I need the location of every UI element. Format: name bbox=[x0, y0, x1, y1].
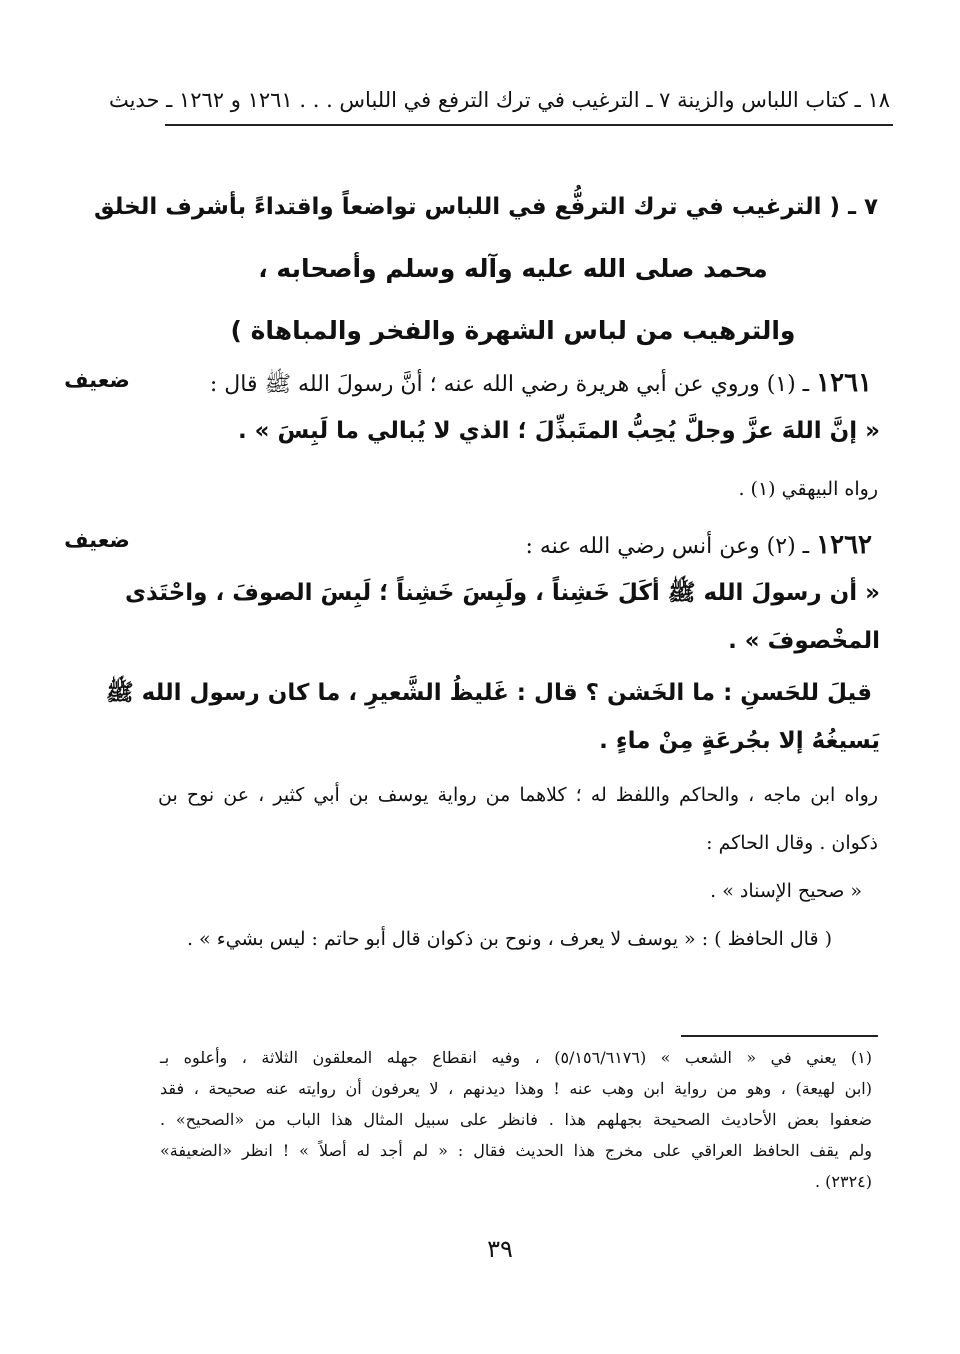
footnote-rule bbox=[681, 1035, 878, 1037]
hadith-1262-grade: ضعيف bbox=[64, 528, 130, 552]
footnote-line-1: (١) يعني في « الشعب » (٥/١٥٦/٦١٧٦) ، وفيه انقطاع جهله المعلقون الثلاثة ، وأعلوه بـ bbox=[160, 1048, 873, 1067]
chapter-title-line-3: والترهيب من لباس الشهرة والفخر والمباهاة ) bbox=[230, 316, 796, 345]
chapter-title bbox=[94, 176, 878, 362]
chapter-title-line-2: محمد صلى الله عليه وآله وسلم وأصحابه ، bbox=[258, 254, 768, 283]
hadith-1262-intro: ـ (٢) وعن أنس رضي الله عنه : bbox=[525, 534, 810, 559]
page-number: ٣٩ bbox=[487, 1235, 513, 1263]
hadith-1261-text: « إنَّ اللهَ عزَّ وجلَّ يُحِبُّ المتَبذِّلَ ؛ الذي لا يُبالي ما لَبِسَ » . bbox=[237, 418, 880, 444]
footnote-line-4: ولم يقف الحافظ العراقي على مخرج هذا الحديث فقال : « لم أجد له أصلاً » ! انظر «الضعيفة» bbox=[160, 1141, 872, 1160]
hadith-1261-number: ١٢٦١ bbox=[816, 368, 872, 398]
chapter-title-line-1: ٧ ـ ( الترغيب في ترك الترفُّع في اللباس تواضعاً واقتداءً بأشرف الخلق bbox=[94, 194, 878, 220]
hadith-1262-source-line-3: « صحيح الإسناد » . bbox=[710, 880, 862, 902]
hadith-1262-heading bbox=[525, 530, 872, 560]
hadith-1262-number: ١٢٦٢ bbox=[816, 530, 872, 560]
hadith-1262-source-line-1: رواه ابن ماجه ، والحاكم واللفظ له ؛ كلاهما من رواية يوسف بن أبي كثير ، عن نوح بن bbox=[158, 784, 878, 806]
hadith-1262-text-line-2: المخْصوفَ » . bbox=[728, 628, 880, 654]
hadith-1262-source-line-2: ذكوان . وقال الحاكم : bbox=[706, 832, 878, 854]
hadith-1261-intro: ـ (١) وروي عن أبي هريرة رضي الله عنه ؛ أنَّ رسولَ الله ﷺ قال : bbox=[209, 372, 810, 397]
footnote-line-5: (٢٣٢٤) . bbox=[814, 1172, 872, 1191]
header-rule bbox=[165, 124, 893, 126]
hadith-1261-grade: ضعيف bbox=[64, 368, 130, 392]
running-header: ١٨ ـ كتاب اللباس والزينة ٧ ـ الترغيب في ترك الترفع في اللباس . . . ١٢٦١ و ١٢٦٢ ـ حديث bbox=[108, 88, 890, 112]
footnote-line-3: ضعفوا بعض الأحاديث الصحيحة بجهلهم هذا . فانظر على سبيل المثال هذا الباب من «الصحيح» . bbox=[160, 1110, 873, 1129]
hadith-1262-text-line-4: يَسيغُهُ إلا بجُرعَةٍ مِنْ ماءٍ . bbox=[599, 728, 880, 754]
hadith-1261-heading bbox=[210, 368, 872, 402]
hadith-1262-text-line-1: « أن رسولَ الله ﷺ أكَلَ خَشِناً ، ولَبِسَ خَشِناً ؛ لَبِسَ الصوفَ ، واحْتَذى bbox=[124, 580, 880, 606]
hadith-1262-text-line-3: قيلَ للحَسنِ : ما الخَشن ؟ قال : غَليظُ الشَّعيرِ ، ما كان رسول الله ﷺ bbox=[105, 680, 872, 706]
hadith-1261-source: رواه البيهقي (١) . bbox=[738, 478, 878, 500]
hadith-1262-note: ( قال الحافظ ) : « يوسف لا يعرف ، ونوح بن ذكوان قال أبو حاتم : ليس بشيء » . bbox=[186, 928, 832, 950]
footnote-line-2: (ابن لهيعة) ، وهو من رواية ابن وهب عنه ! وهذا ديدنهم ، لا يعرفون أن روايته عنه صحيحة ، فقد bbox=[160, 1079, 872, 1098]
